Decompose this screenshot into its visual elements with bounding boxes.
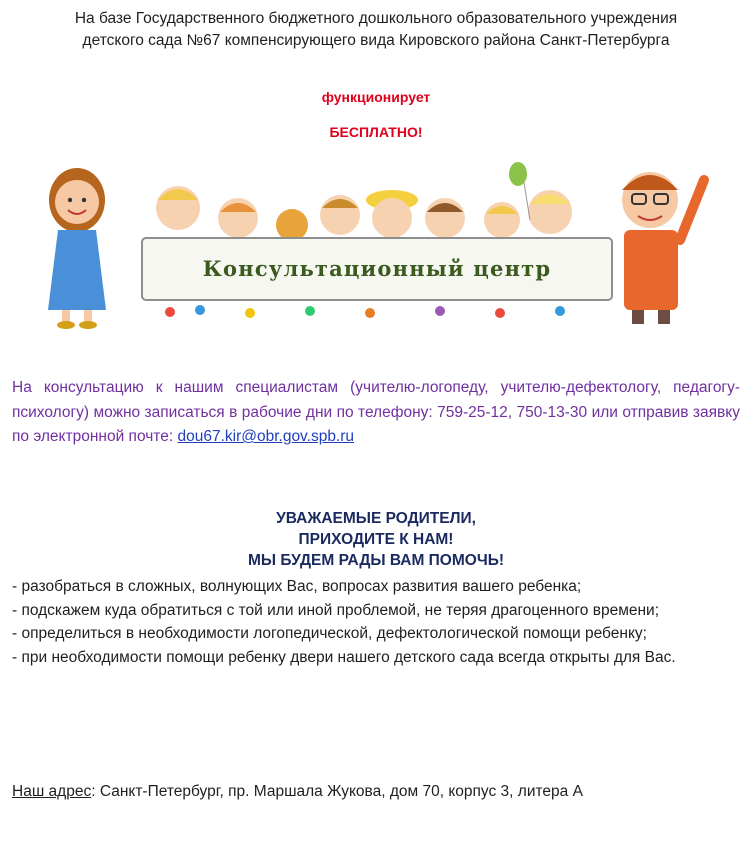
consultation-text: На консультацию к нашим специалистам (учителю-логопеду, учителю-дефектологу, педагогу-психологу) можно записаться в рабочие дни по телефону: 759-25-12, 750-13-30 или отправив заявку по электронной почте: xyxy=(12,379,740,445)
intro-text xyxy=(0,8,752,52)
list-item: - подскажем куда обратиться с той или иной проблемой, не теряя драгоценного времени; xyxy=(12,601,660,619)
help-list xyxy=(12,575,740,669)
intro-line-1: На базе Государственного бюджетного дошкольного образовательного учреждения xyxy=(74,10,678,27)
mother-figure-icon xyxy=(48,168,106,329)
list-item: - определиться в необходимости логопедической, дефектологической помощи ребенку; xyxy=(12,625,647,642)
heading-line-1: УВАЖАЕМЫЕ РОДИТЕЛИ, xyxy=(276,510,476,527)
consultation-center-banner xyxy=(40,160,720,335)
free-label: БЕСПЛАТНО! xyxy=(329,124,423,140)
heading-line-2: ПРИХОДИТЕ К НАМ! xyxy=(298,531,454,548)
email-link[interactable]: dou67.kir@obr.gov.spb.ru xyxy=(177,428,355,445)
address xyxy=(12,783,740,801)
father-figure-icon xyxy=(622,172,704,324)
banner-title: Консультационный центр xyxy=(202,256,552,281)
heading-line-3: МЫ БУДЕМ РАДЫ ВАМ ПОМОЧЬ! xyxy=(247,552,505,569)
list-item: - при необходимости помощи ребенку двери нашего детского сада всегда открыты для Вас. xyxy=(12,648,676,666)
functions-label: функционирует xyxy=(321,89,431,105)
children-heads-icon xyxy=(156,162,572,241)
decorative-dots-icon xyxy=(165,305,565,318)
address-value: : Санкт-Петербург, пр. Маршала Жукова, дом 70, корпус 3, литера А xyxy=(91,783,583,800)
consultation-info xyxy=(12,376,740,450)
address-label: Наш адрес xyxy=(12,783,92,800)
parents-heading xyxy=(0,508,752,571)
list-item: - разобраться в сложных, волнующих Вас, вопросах развития вашего ребенка; xyxy=(12,578,582,595)
intro-line-2: детского сада №67 компенсирующего вида Кировского района Санкт-Петербурга xyxy=(82,32,670,49)
